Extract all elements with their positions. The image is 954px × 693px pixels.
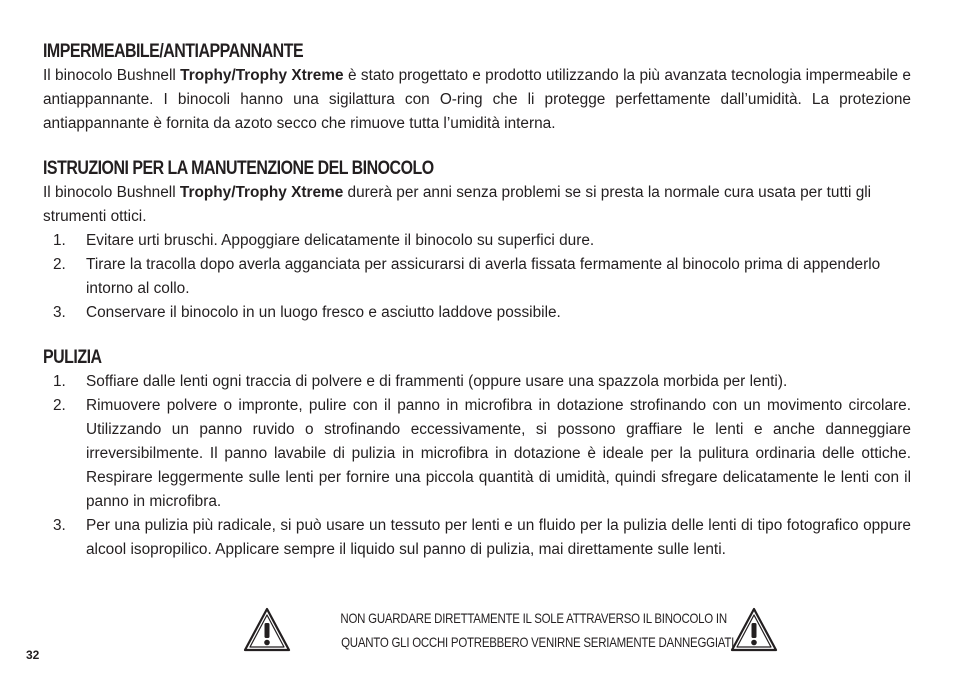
brand-name: Trophy/Trophy Xtreme xyxy=(180,67,344,84)
list-item xyxy=(43,253,911,301)
warning-line: NON GUARDARE DIRETTAMENTE IL SOLE ATTRAVERSO IL BINOCOLO IN xyxy=(340,610,727,626)
list-number: 3. xyxy=(53,304,66,321)
warning-text xyxy=(298,606,735,654)
list-text: Soffiare dalle lenti ogni traccia di polvere e di frammenti (oppure usare una spazzola morbida per lenti). xyxy=(86,373,788,390)
list-number: 2. xyxy=(53,256,66,273)
heading-maintenance: ISTRUZIONI PER LA MANUTENZIONE DEL BINOCOLO xyxy=(43,158,434,179)
page-number: 32 xyxy=(26,648,40,662)
sun-warning xyxy=(243,606,778,656)
paragraph-maintenance xyxy=(43,181,911,229)
warning-line: QUANTO GLI OCCHI POTREBBERO VENIRNE SERIAMENTE DANNEGGIATI xyxy=(341,634,735,650)
list-text: Per una pulizia più radicale, si può usare un tessuto per lenti e un fluido per la pulizia delle lenti di tipo fotografico oppure alcool isopropilico. Applicare sempre il liquido sul panno di pulizia, mai direttamente sulle lenti. xyxy=(86,517,911,558)
list-item xyxy=(43,229,911,253)
warning-triangle-icon xyxy=(730,606,778,654)
list-text: Tirare la tracolla dopo averla agganciata per assicurarsi di averla fissata fermamente al binocolo prima di appenderlo intorno al collo. xyxy=(86,256,881,297)
heading-waterproof: IMPERMEABILE/ANTIAPPANNANTE xyxy=(43,41,304,62)
list-item xyxy=(43,370,911,394)
list-item xyxy=(43,301,911,325)
list-text: Evitare urti bruschi. Appoggiare delicatamente il binocolo su superfici dure. xyxy=(86,232,595,249)
paragraph-text: Il binocolo Bushnell xyxy=(43,184,180,201)
list-text: Conservare il binocolo in un luogo fresco e asciutto laddove possibile. xyxy=(86,304,561,321)
paragraph-waterproof xyxy=(43,64,911,136)
heading-cleaning: PULIZIA xyxy=(43,347,102,368)
manual-page-content xyxy=(43,40,911,562)
brand-name: Trophy/Trophy Xtreme xyxy=(179,184,344,201)
list-number: 2. xyxy=(53,397,66,414)
paragraph-text: è stato progettato e prodotto utilizzando la più avanzata tecnologia impermeabile e antiappannante. I binocoli hanno una sigilattura con O-ring che li protegge perfettamente dall’umidità. La protezione antiappannante è fornita da azoto secco che rimuove tutta l’umidità interna. xyxy=(43,67,911,132)
cleaning-list xyxy=(43,370,911,562)
warning-triangle-icon xyxy=(243,606,291,654)
list-text: Rimuovere polvere o impronte, pulire con il panno in microfibra in dotazione strofinando con un movimento circolare. Utilizzando un panno ruvido o strofinando eccessivamente, si possono graffiare le lenti e anche danneggiare irreversibilmente. Il panno lavabile di pulizia in microfibra in dotazione è ideale per la pulitura ordinaria delle ottiche. Respirare leggermente sulle lenti per fornire una piccola quantità di umidità, quindi sfregare delicatamente le lenti con il panno in microfibra. xyxy=(86,397,911,510)
list-number: 1. xyxy=(53,373,66,390)
maintenance-list xyxy=(43,229,911,325)
list-item xyxy=(43,394,911,514)
paragraph-text: Il binocolo Bushnell xyxy=(43,67,181,84)
paragraph-text: durerà per anni senza problemi se si presta la normale cura usata per tutti gli strumenti ottici. xyxy=(43,184,872,225)
list-item xyxy=(43,514,911,562)
list-number: 3. xyxy=(53,517,66,534)
list-number: 1. xyxy=(53,232,66,249)
